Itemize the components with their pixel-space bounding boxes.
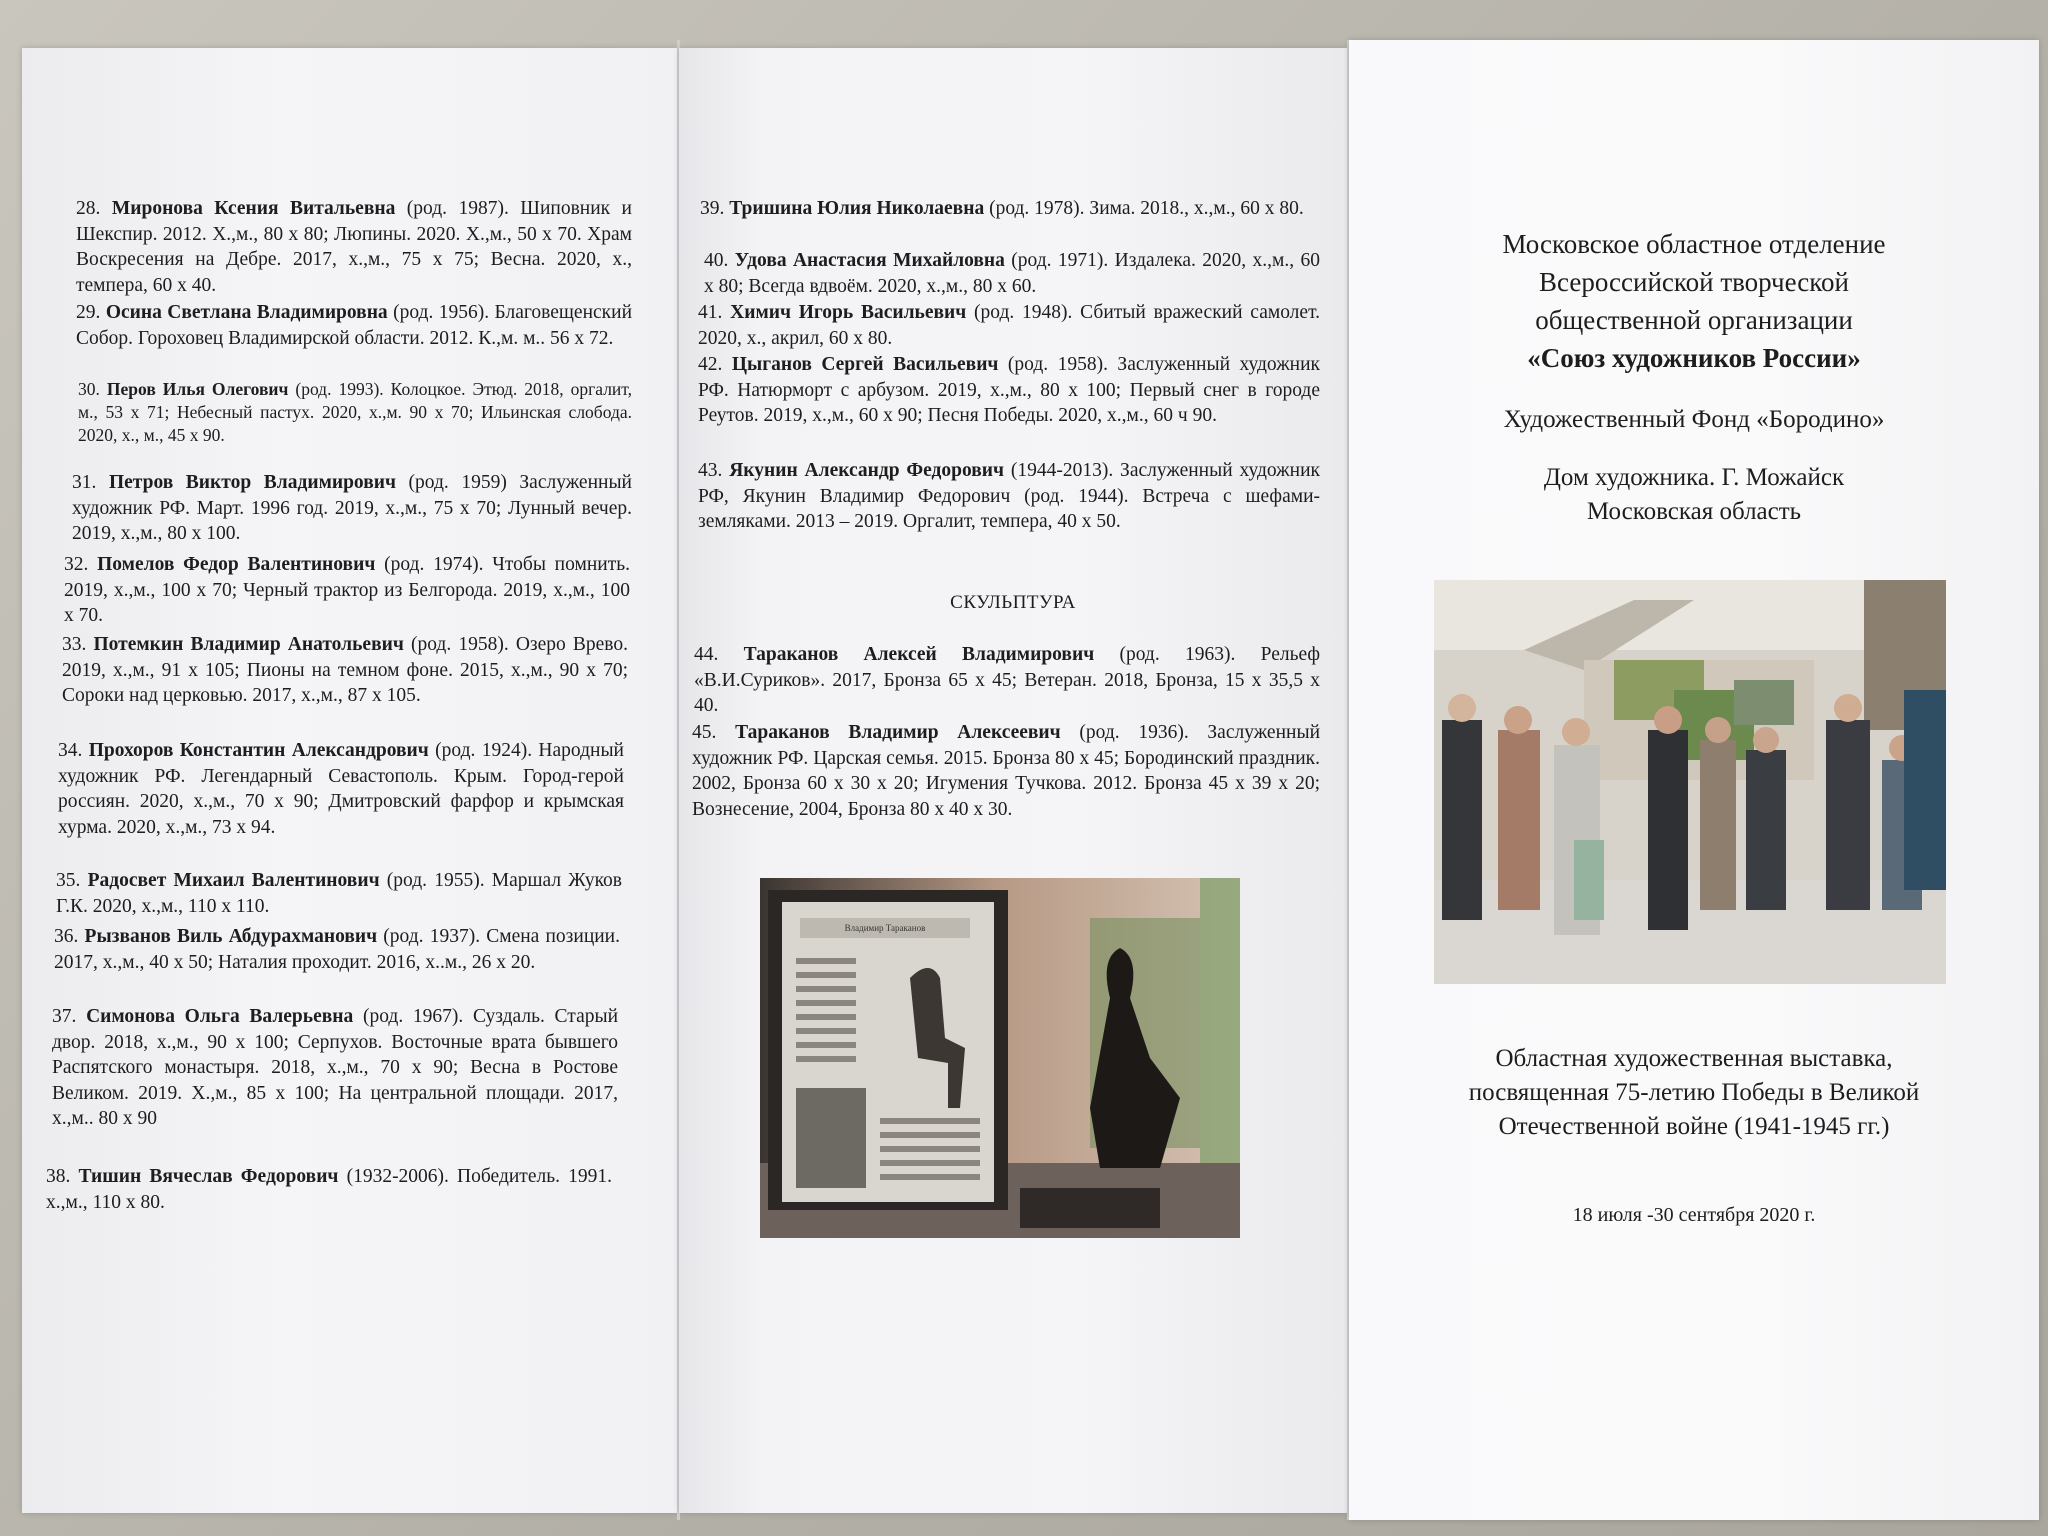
house-line-2: Московская область <box>1586 498 1802 525</box>
catalog-entry-35: 35. Радосвет Михаил Валентинович (род. 1955). Маршал Жуков Г.К. 2020, х.,м., 110 х 110. <box>56 870 623 917</box>
catalog-entry-36: 36. Рызванов Виль Абдурахманович (род. 1937). Смена позиции. 2017, х.,м., 40 х 50; Наталия проходит. 2016, х..м., 26 х 20. <box>54 926 620 973</box>
catalog-entry-31: 31. Петров Виктор Владимирович (род. 1959) Заслуженный художник РФ. Март. 1996 год. 2019, х.,м., 75 х 70; Лунный вечер. 2019, х.,м., 80 х 100. <box>72 472 632 544</box>
sculpture-photo <box>760 878 1240 1238</box>
exhibition-line-3: Отечественной войне (1941-1945 гг.) <box>1498 1113 1890 1140</box>
catalog-entry-34: 34. Прохоров Константин Александрович (род. 1924). Народный художник РФ. Легендарный Севастополь. Крым. Город-герой россиян. 2020, х.,м., 70 х 90; Дмитровский фарфор и крымская хурма. 2020, х.,м., 73 х 94. <box>58 740 624 838</box>
catalog-entry-43: 43. Якунин Александр Федорович (1944-2013). Заслуженный художник РФ, Якунин Владимир Федорович (род. 1944). Встреча с шефами-земляками. 2013 – 2019. Оргалит, темпера, 40 х 50. <box>698 460 1320 532</box>
catalog-entry-41: 41. Химич Игорь Васильевич (род. 1948). Сбитый вражеский самолет. 2020, х., акрил, 60 х 80. <box>698 302 1320 349</box>
catalog-entry-39: 39. Тришина Юлия Николаевна (род. 1978). Зима. 2018., х.,м., 60 х 80. <box>700 198 1304 219</box>
org-line-3: общественной организации <box>1535 305 1853 335</box>
catalog-entry-33: 33. Потемкин Владимир Анатольевич (род. 1958). Озеро Врево. 2019, х.,м., 91 х 105; Пионы на темном фоне. 2015, х.,м., 90 х 70; Сороки над церковью. 2017, х.,м., 87 х 105. <box>62 634 628 706</box>
catalog-entry-29: 29. Осина Светлана Владимировна (род. 1956). Благовещенский Собор. Гороховец Владимирской области. 2012. К.,м. м.. 56 х 72. <box>76 302 633 349</box>
section-heading-sculpture: СКУЛЬПТУРА <box>950 592 1076 613</box>
catalog-entry-42: 42. Цыганов Сергей Васильевич (род. 1958). Заслуженный художник РФ. Натюрморт с арбузом. 2019, х.,м., 80 х 100; Первый снег в городе Реутов. 2019, х.,м., 60 х 90; Песня Победы. 2020, х.,м., 60 ч 90. <box>698 354 1321 426</box>
org-name: «Союз художников России» <box>1527 343 1861 373</box>
catalog-entry-40: 40. Удова Анастасия Михайловна (род. 1971). Издалека. 2020, х.,м., 60 х 80; Всегда вдвоём. 2020, х.,м., 80 х 60. <box>704 250 1320 297</box>
catalog-entry-37: 37. Симонова Ольга Валерьевна (род. 1967). Суздаль. Старый двор. 2018, х.,м., 90 х 100; Серпухов. Восточные врата бывшего Распятского монастыря. 2018, х.,м., 70 х 90; Весна в Ростове Великом. 2019. Х.,м., 85 х 100; На центральной площади. 2017, х.,м.. 80 х 90 <box>52 1006 619 1129</box>
poster-title: Владимир Тараканов <box>844 923 926 933</box>
org-line-2: Всероссийской творческой <box>1539 267 1849 297</box>
exhibition-opening-photo <box>1434 580 1946 984</box>
org-line-1: Московское областное отделение <box>1502 229 1886 259</box>
catalog-entry-44: 44. Тараканов Алексей Владимирович (род. 1963). Рельеф «В.И.Суриков». 2017, Бронза 65 х 45; Ветеран. 2018, Бронза, 15 х 35,5 х 40. <box>694 644 1320 716</box>
exhibition-dates: 18 июля -30 сентября 2020 г. <box>1572 1204 1816 1226</box>
catalog-entry-32: 32. Помелов Федор Валентинович (род. 1974). Чтобы помнить. 2019, х.,м., 100 х 70; Черный трактор из Белгорода. 2019, х.,м., 100 х 70. <box>64 554 630 626</box>
catalog-entry-30: 30. Перов Илья Олегович (род. 1993). Колоцкое. Этюд. 2018, оргалит, м., 53 х 71; Небесный пастух. 2020, х.,м. 90 х 70; Ильинская слобода. 2020, х., м., 45 х 90. <box>78 379 633 445</box>
catalog-entry-45: 45. Тараканов Владимир Алексеевич (род. 1936). Заслуженный художник РФ. Царская семья. 2015. Бронза 80 х 45; Бородинский праздник. 2002, Бронза 60 х 30 х 20; Игумения Тучкова. 2012. Бронза 45 х 39 х 20; Вознесение, 2004, Бронза 80 х 40 х 30. <box>692 722 1320 820</box>
fund-name: Художественный Фонд «Бородино» <box>1503 406 1885 433</box>
catalog-entry-28: 28. Миронова Ксения Витальевна (род. 1987). Шиповник и Шекспир. 2012. Х.,м., 80 х 80; Люпины. 2020. Х.,м., 50 х 70. Храм Воскресения на Дебре. 2017, х.,м., 75 х 75; Весна. 2020, х., темпера, 60 х 40. <box>76 198 632 296</box>
exhibition-line-2: посвященная 75-летию Победы в Великой <box>1468 1079 1920 1106</box>
catalog-entry-38: 38. Тишин Вячеслав Федорович (1932-2006). Победитель. 1991. х.,м., 110 х 80. <box>46 1166 612 1213</box>
house-line-1: Дом художника. Г. Можайск <box>1543 464 1845 491</box>
exhibition-line-1: Областная художественная выставка, <box>1495 1045 1893 1072</box>
exhibition-opening-photo-drawing <box>1434 580 1946 984</box>
